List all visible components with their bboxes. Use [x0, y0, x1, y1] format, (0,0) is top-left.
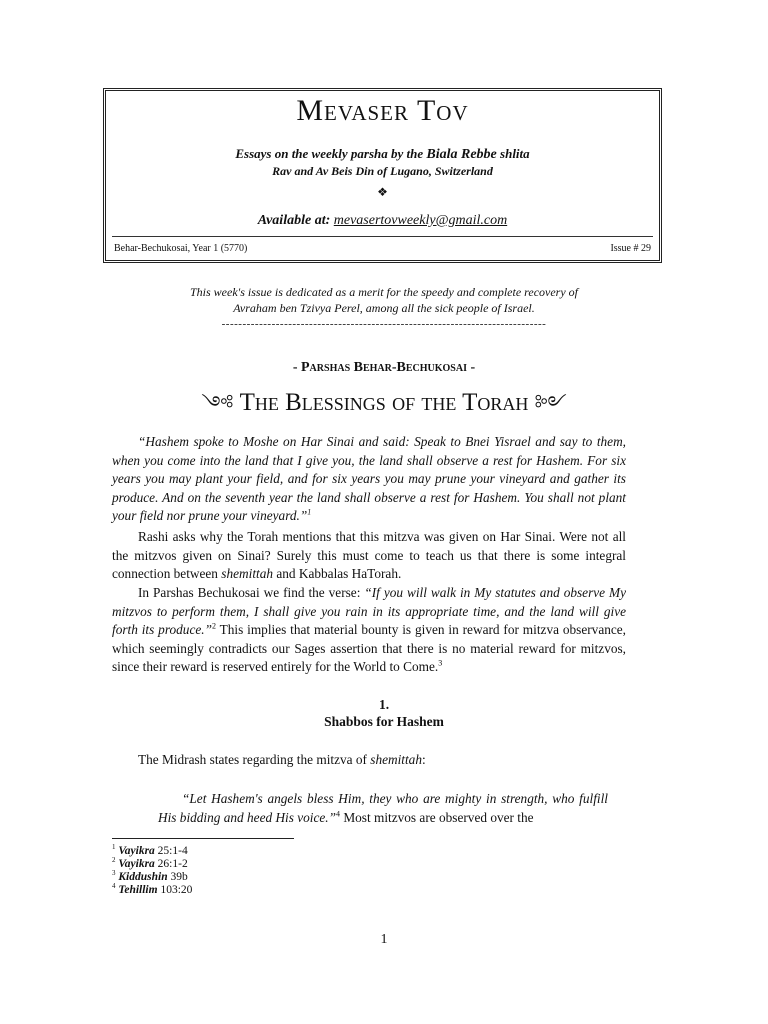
midrash-intro-term: shemittah: [370, 752, 422, 767]
footnote-location: 39b: [167, 871, 188, 883]
available-label: Available at:: [257, 213, 331, 228]
footnote-1: [112, 845, 188, 858]
footnote-number: 3: [112, 869, 116, 878]
footnote-4: [112, 884, 192, 897]
footnote-source: Tehillim: [118, 884, 158, 896]
page-number: 1: [380, 932, 388, 947]
email-link[interactable]: mevasertovweekly@gmail.com: [333, 213, 508, 228]
article-title: [0, 381, 768, 437]
paragraph-3-quote: “If you will walk in My statutes and observe My mitzvos to perform them, I shall give you rain in its appropriate time, and the land will give forth its produce.”: [112, 585, 626, 637]
footnote-ref-4[interactable]: 4: [336, 809, 341, 819]
footnote-divider: [112, 838, 294, 839]
diamond-ornament-icon: ❖: [377, 185, 388, 199]
newsletter-subtitle: [106, 146, 659, 163]
dedication: [120, 284, 648, 316]
left-flourish-icon: ༺: [201, 393, 234, 415]
footnote-3: [112, 871, 188, 884]
footnote-number: 2: [112, 856, 116, 865]
midrash-intro-text: The Midrash states regarding the mitzva of: [138, 752, 371, 767]
issue-number: Issue # 29: [610, 243, 651, 254]
paragraph-2-end: and Kabbalas HaTorah.: [273, 566, 402, 581]
newsletter-title: Mevaser Tov: [296, 94, 469, 127]
paragraph-3: [112, 584, 626, 677]
issue-left-text: Behar-Bechukosai, Year 1: [114, 243, 219, 254]
paragraph-3-intro: In Parshas Bechukosai we find the verse:: [138, 585, 365, 600]
midrash-intro-end: :: [421, 752, 426, 767]
footnote-source: Vayikra: [118, 845, 155, 857]
footnote-number: 1: [112, 843, 116, 852]
masthead-divider: [112, 236, 653, 237]
footnote-source: Vayikra: [118, 858, 155, 870]
dashed-separator: ------------------------------------------------------------------------------: [221, 318, 547, 330]
issue-parsha-year: [114, 243, 247, 254]
masthead-box: [103, 88, 662, 263]
subtitle-name: Biala Rebbe: [426, 147, 497, 162]
section-number: 1.: [378, 697, 390, 712]
footnote-ref-3[interactable]: 3: [438, 658, 443, 668]
article-title-text: The Blessings of the Torah: [239, 389, 529, 416]
subtitle-post: shlita: [496, 146, 530, 161]
midrash-quote-text: “Let Hashem's angels bless Him, they who are mighty in strength, who fulfill His bidding and heed His voice.”: [158, 791, 608, 825]
footnote-location: 103:20: [157, 884, 193, 896]
footnote-location: 26:1-2: [154, 858, 188, 870]
footnote-ref-1[interactable]: 1: [307, 507, 312, 517]
availability-line: [106, 213, 659, 229]
midrash-intro: [112, 751, 626, 770]
footnote-ref-2[interactable]: 2: [211, 621, 216, 631]
footnote-number: 4: [112, 882, 116, 891]
paragraph-2-text: Rashi asks why the Torah mentions that this mitzva was given on Har Sinai. Were not all the mitzvos given on Sinai? Surely this must come to teach us that there is some integral connection between: [112, 529, 626, 581]
paragraph-2-term: shemittah: [221, 566, 274, 581]
right-flourish-icon: ༻: [534, 393, 567, 415]
paragraph-1: [112, 433, 626, 526]
section-title: Shabbos for Hashem: [324, 714, 444, 729]
issue-year: (5770): [220, 243, 248, 254]
paragraph-3-text: This implies that material bounty is given in reward for mitzva observance, which seemingly contradicts our Sages assertion that there is no material reward for mitzvos, since their reward is reserved entirely for the World to Come.: [112, 622, 626, 674]
parsha-heading: - Parshas Behar-Bechukosai -: [292, 360, 476, 375]
paragraph-1-text: “Hashem spoke to Moshe on Har Sinai and said: Speak to Bnei Yisrael and say to them, when you come into the land that I give you, the land shall observe a rest for Hashem. For six years you may plant your field, and for six years you may prune your vineyard and gather its produce. And on the seventh year the land shall observe a rest for Hashem. You shall not plant your field nor prune your vineyard.”: [112, 434, 626, 523]
paragraph-2: [112, 528, 626, 584]
midrash-quote-after: Most mitzvos are observed over the: [340, 809, 534, 825]
dedication-line-1: This week's issue is dedicated as a merit for the speedy and complete recovery of: [189, 285, 579, 299]
midrash-quote: [158, 790, 608, 827]
dedication-line-2: Avraham ben Tzivya Perel, among all the sick people of Israel.: [233, 301, 535, 315]
footnote-2: [112, 858, 188, 871]
footnote-source: Kiddushin: [118, 871, 168, 883]
footnote-location: 25:1-4: [154, 845, 188, 857]
subtitle-pre: Essays on the weekly parsha by the: [235, 146, 427, 161]
rav-line: Rav and Av Beis Din of Lugano, Switzerland: [272, 164, 493, 178]
